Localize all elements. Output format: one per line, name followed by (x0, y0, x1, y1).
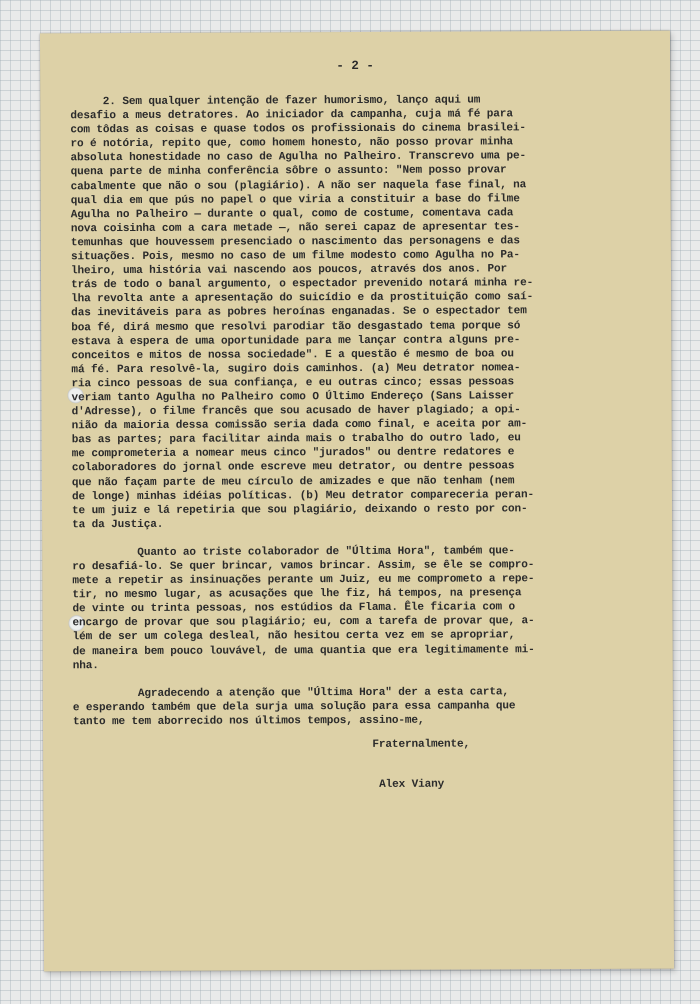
paragraph-ultima-hora-line: de vinte ou trinta pessoas, nos estúdios da Flama. Êle ficaria com o (72, 601, 515, 616)
paragraph-ultima-hora-line: de maneira bem pouco louvável, de uma quantia que era legitimamente mi- (72, 643, 535, 658)
paragraph-ultima-hora (72, 544, 643, 673)
paragraph-challenge-line: colaboradores do jornal onde escreve meu detrator, ou dentre pessoas (71, 460, 515, 475)
paragraph-challenge (70, 93, 642, 532)
paragraph-challenge-line: ro é notória, repito que, como homem honesto, não posso provar minha (70, 136, 513, 151)
paragraph-thanks-line: Agradecendo a atenção que "Última Hora" der a esta carta, (72, 686, 509, 700)
paragraph-challenge-line: qual dia em que pús no papel o que viria a constituir a base do filme (70, 192, 520, 207)
paragraph-challenge-line: absoluta honestidade no caso de Agulha no Palheiro. Transcrevo uma pe- (70, 150, 527, 165)
paragraph-challenge-line: estava à espera de uma oportunidade para me lançar contra alguns pre- (71, 333, 521, 348)
paragraph-ultima-hora-line: nha. (72, 659, 99, 672)
paragraph-thanks-line: e esperando também que dela surja uma solução para essa campanha que (72, 700, 516, 715)
paragraph-challenge-line: trás de todo o banal argumento, o espectador prevenido notará minha re- (71, 277, 534, 292)
paragraph-ultima-hora-line: ro desafiá-lo. Se quer brincar, vamos brincar. Assim, se êle se compro- (72, 559, 535, 574)
paragraph-challenge-line: boa fé, dirá mesmo que resolvi parodiar tão desgastado tema porque só (71, 319, 521, 334)
paragraph-challenge-line: situações. Pois, mesmo no caso de um filme modesto como Agulha no Pa- (70, 249, 520, 264)
paragraph-challenge-line: com tôdas as coisas e quase todos os profissionais do cinema brasilei- (70, 122, 526, 137)
paragraph-challenge-line: lha revolta ante a apresentação do suicídio e da prostituição como saí- (71, 291, 534, 306)
paragraph-challenge-line: Agulha no Palheiro — durante o qual, como de costume, comentava cada (70, 207, 514, 221)
paragraph-challenge-line: 2. Sem qualquer intenção de fazer humorismo, lanço aqui um (70, 94, 481, 109)
paragraph-challenge-line: temunhas que houvessem presenciado o nascimento das personagens e das (70, 235, 520, 250)
paragraph-challenge-line: das inevitáveis para as pobres heroínas enganadas. Se o espectador tem (71, 305, 527, 320)
paragraph-challenge-line: nova coisinha com a cara metade —, não serei capaz de apresentar tes- (70, 221, 520, 236)
paragraph-challenge-line: ta da Justiça. (72, 518, 164, 532)
paragraph-challenge-line: má fé. Para resolvê-la, sugiro dois caminhos. (a) Meu detrator nomea- (71, 362, 521, 377)
paragraph-challenge-line: que não façam parte de meu círculo de amizades e que não tenham (nem (71, 474, 515, 489)
paragraph-challenge-line: me comprometeria a nomear meus cinco "jurados" ou dentre redatores e (71, 446, 515, 461)
paragraph-challenge-line: ria cinco pessoas de sua confiança, e eu outras cinco; essas pessoas (71, 376, 515, 391)
signature-name: Alex Viany (73, 778, 445, 793)
paragraph-challenge-line: te um juiz e lá repetiria que sou plagiário, deixando o resto por con- (72, 502, 528, 517)
paragraph-challenge-line: nião da maioria dessa comissão seria dada como final, e aceita por am- (71, 418, 528, 433)
paragraph-thanks (73, 685, 643, 730)
paragraph-challenge-line: de longe) minhas idéias políticas. (b) Meu detrator compareceria peran- (71, 488, 535, 503)
letter-body (70, 93, 643, 794)
paragraph-challenge-line: quena parte de minha conferência sôbre o assunto: "Nem posso provar (70, 164, 507, 179)
typed-letter-page (40, 31, 674, 972)
paragraph-challenge-line: bas as partes; para facilitar ainda mais o trabalho do outro lado, eu (71, 432, 521, 447)
paragraph-challenge-line: desafio a meus detratores. Ao iniciador da campanha, cuja má fé para (70, 108, 513, 123)
paragraph-challenge-line: conceitos e mitos de nossa sociedade". E a questão é mesmo de boa ou (71, 348, 514, 362)
closing-salutation: Fraternalmente, (73, 738, 471, 753)
paragraph-challenge-line: veriam tanto Agulha no Palheiro como O Último Endereço (Sans Laisser (71, 390, 515, 405)
paragraph-ultima-hora-line: mete a repetir as insinuações perante um Juiz, eu me comprometo a repe- (72, 573, 535, 588)
paragraph-ultima-hora-line: encargo de provar que sou plagiário; eu, com a tarefa de provar que, a- (72, 615, 535, 630)
page-number: - 2 - (336, 58, 374, 74)
paragraph-challenge-line: d'Adresse), o filme francês que sou acusado de haver plagiado; a opi- (71, 404, 521, 419)
paragraph-thanks-line: tanto me tem aborrecido nos últimos tempos, assino-me, (72, 714, 425, 729)
paragraph-challenge-line: cabalmente que não o sou (plagiário). A não ser naquela fase final, na (70, 178, 527, 193)
paragraph-ultima-hora-line: lém de ser um colega desleal, não hesitou certa vez em se apropriar, (72, 629, 516, 644)
paragraph-challenge-line: lheiro, uma história vai nascendo aos poucos, através dos anos. Por (70, 263, 508, 278)
paragraph-ultima-hora-line: tir, no mesmo lugar, as acusações que lhe fiz, há tempos, na presença (72, 587, 522, 602)
paragraph-ultima-hora-line: Quanto ao triste colaborador de "Última Hora", também que- (72, 545, 515, 560)
